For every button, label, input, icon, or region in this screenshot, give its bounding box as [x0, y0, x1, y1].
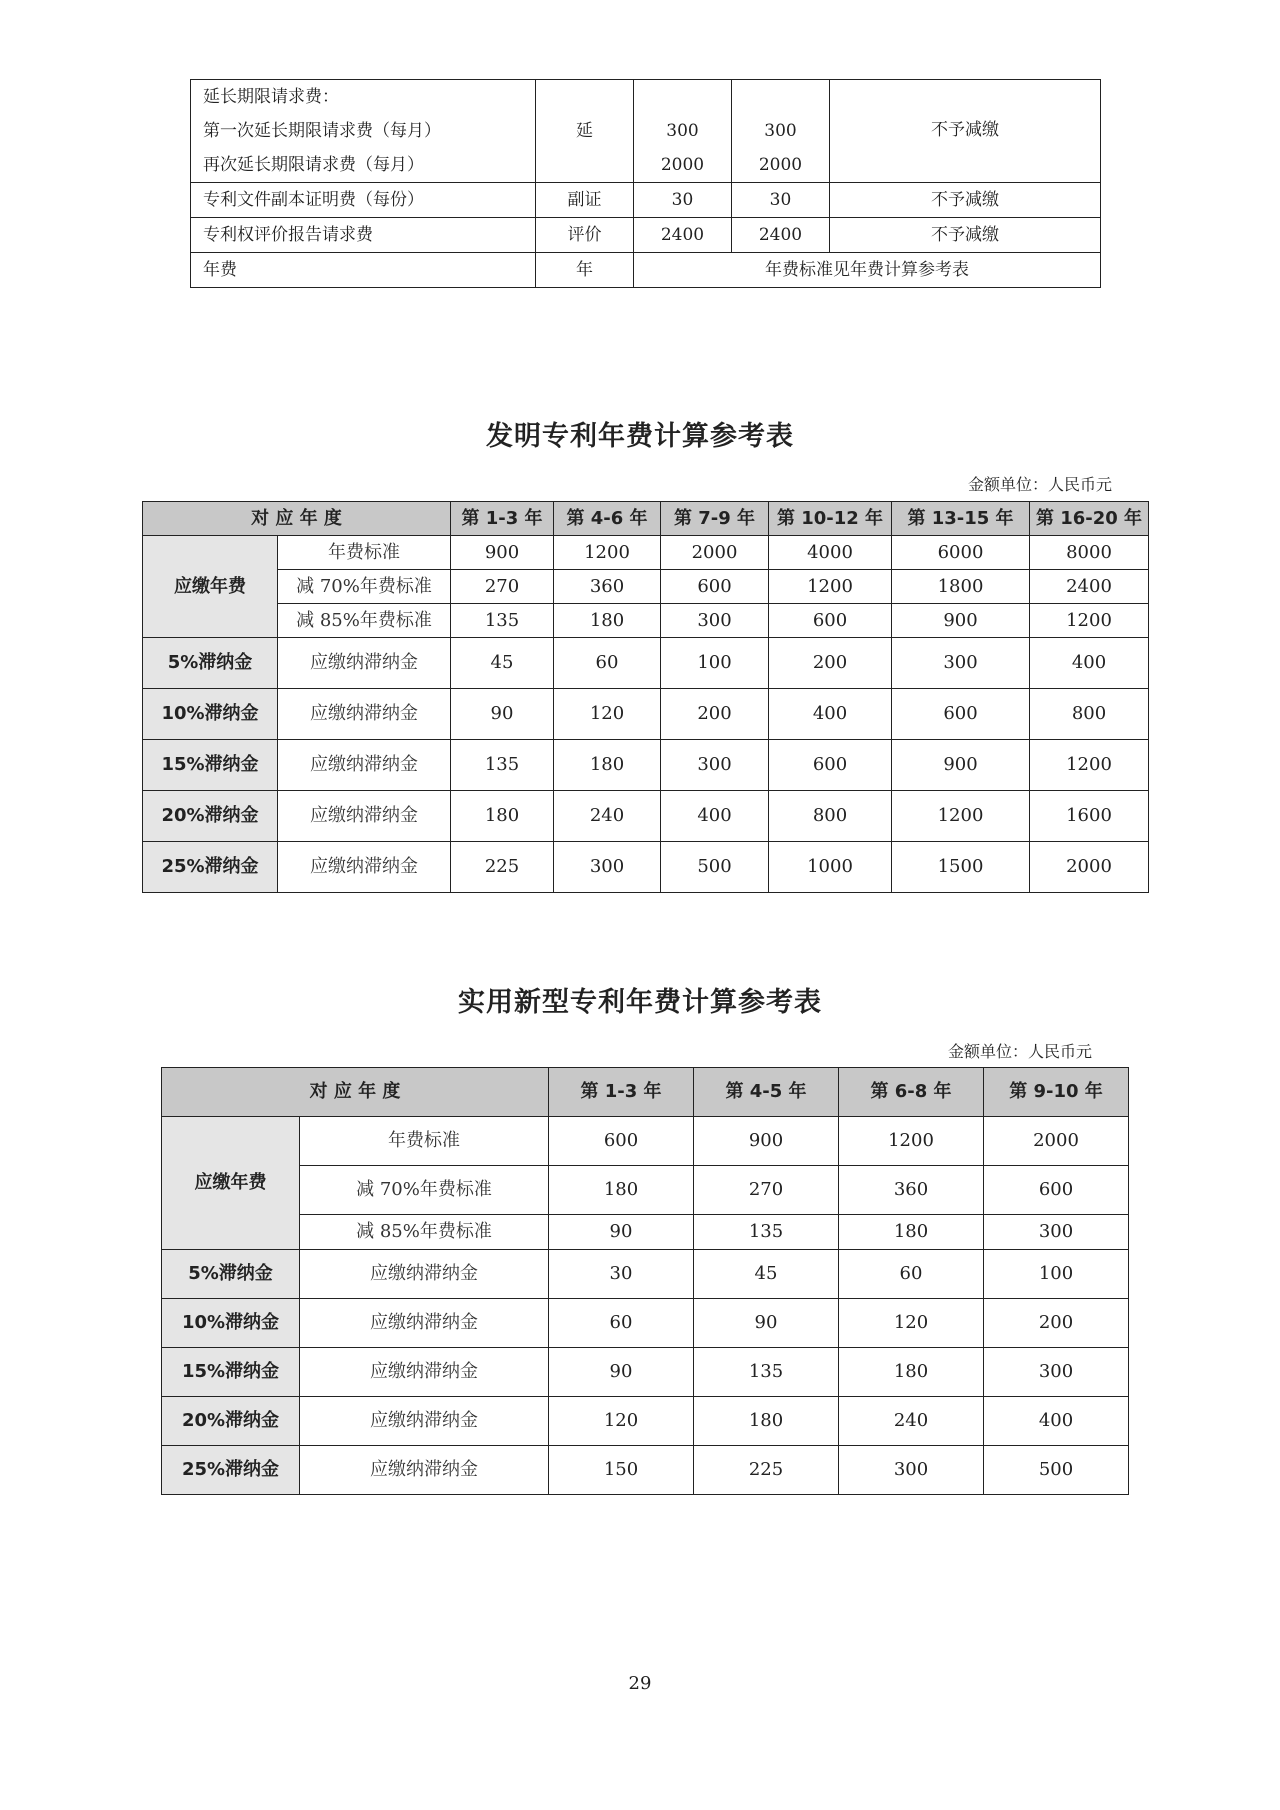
fee-value-cell: 270: [694, 1166, 839, 1215]
utility-fee-table: [161, 1067, 1129, 1495]
late-fee-label: 应缴纳滞纳金: [278, 740, 451, 791]
fee-name-cell: 专利文件副本证明费（每份）: [191, 183, 536, 218]
fee-amount-line: 300: [764, 121, 797, 141]
late-fee-label: 应缴纳滞纳金: [278, 638, 451, 689]
late-fee-value-cell: 300: [839, 1446, 984, 1495]
late-fee-value-cell: 1200: [892, 791, 1030, 842]
fee-code-cell: 评价: [536, 218, 634, 253]
year-column-header: 第 4-5 年: [694, 1068, 839, 1117]
late-fee-value-cell: 240: [839, 1397, 984, 1446]
fee-value-cell: 1200: [1030, 604, 1149, 638]
fee-code-cell: 年: [536, 253, 634, 288]
table-row: [143, 536, 1149, 570]
late-fee-value-cell: 45: [451, 638, 554, 689]
fee-row-label: 减 70%年费标准: [300, 1166, 549, 1215]
fee-value-cell: 900: [451, 536, 554, 570]
late-fee-value-cell: 300: [892, 638, 1030, 689]
fee-name-line: 第一次延长期限请求费（每月）: [203, 121, 441, 141]
fee-value-cell: 600: [661, 570, 769, 604]
late-fee-value-cell: 500: [661, 842, 769, 893]
late-fee-value-cell: 60: [549, 1299, 694, 1348]
table-row: [191, 183, 1101, 218]
fee-value-cell: 600: [549, 1117, 694, 1166]
fee-group-label: 应缴年费: [162, 1117, 300, 1250]
year-column-header: 第 4-6 年: [554, 502, 661, 536]
late-fee-label: 应缴纳滞纳金: [300, 1397, 549, 1446]
fee-value-cell: 180: [839, 1215, 984, 1250]
fee-amount-cell: [634, 80, 732, 183]
fee-value-cell: 1200: [769, 570, 892, 604]
late-fee-value-cell: 600: [769, 740, 892, 791]
table-header-row: [162, 1068, 1129, 1117]
late-fee-value-cell: 90: [549, 1348, 694, 1397]
late-fee-label: 应缴纳滞纳金: [278, 842, 451, 893]
late-fee-category: 25%滞纳金: [143, 842, 278, 893]
fee-row-label: 年费标准: [300, 1117, 549, 1166]
fee-code-cell: 延: [536, 80, 634, 183]
fee-value-cell: 300: [984, 1215, 1129, 1250]
late-fee-value-cell: 500: [984, 1446, 1129, 1495]
year-column-header: 第 7-9 年: [661, 502, 769, 536]
fee-value-cell: 2400: [1030, 570, 1149, 604]
fee-group-label: 应缴年费: [143, 536, 278, 638]
fee-value-cell: 135: [451, 604, 554, 638]
year-column-header: 第 16-20 年: [1030, 502, 1149, 536]
table-row: [143, 570, 1149, 604]
year-column-header: 第 6-8 年: [839, 1068, 984, 1117]
late-fee-value-cell: 400: [769, 689, 892, 740]
table-row: [162, 1117, 1129, 1166]
fee-row-label: 减 70%年费标准: [278, 570, 451, 604]
late-fee-value-cell: 30: [549, 1250, 694, 1299]
late-fee-category: 10%滞纳金: [162, 1299, 300, 1348]
fee-value-cell: 6000: [892, 536, 1030, 570]
late-fee-value-cell: 300: [661, 740, 769, 791]
late-fee-value-cell: 100: [661, 638, 769, 689]
fee-value-cell: 900: [694, 1117, 839, 1166]
late-fee-value-cell: 800: [769, 791, 892, 842]
table-row: [143, 791, 1149, 842]
year-header-label: 对 应 年 度: [143, 502, 451, 536]
late-fee-category: 10%滞纳金: [143, 689, 278, 740]
table-row: [143, 689, 1149, 740]
late-fee-category: 5%滞纳金: [162, 1250, 300, 1299]
late-fee-value-cell: 225: [451, 842, 554, 893]
fee-value-cell: 90: [549, 1215, 694, 1250]
table-row: [191, 253, 1101, 288]
late-fee-value-cell: 300: [554, 842, 661, 893]
fee-name-line: 再次延长期限请求费（每月）: [203, 155, 424, 175]
late-fee-value-cell: 400: [661, 791, 769, 842]
fee-name-cell: 专利权评价报告请求费: [191, 218, 536, 253]
fee-note-cell: 不予减缴: [830, 183, 1101, 218]
late-fee-category: 25%滞纳金: [162, 1446, 300, 1495]
late-fee-value-cell: 900: [892, 740, 1030, 791]
year-column-header: 第 9-10 年: [984, 1068, 1129, 1117]
table-row: [143, 740, 1149, 791]
table-row: [162, 1348, 1129, 1397]
fee-value-cell: 180: [549, 1166, 694, 1215]
table-row: [162, 1166, 1129, 1215]
fee-note-cell: 不予减缴: [830, 80, 1101, 183]
fee-amount-line: [634, 80, 731, 114]
late-fee-value-cell: 90: [451, 689, 554, 740]
fee-name-cell: 年费: [191, 253, 536, 288]
table-row: [162, 1397, 1129, 1446]
fee-value-cell: 4000: [769, 536, 892, 570]
late-fee-category: 15%滞纳金: [143, 740, 278, 791]
late-fee-value-cell: 1200: [1030, 740, 1149, 791]
late-fee-label: 应缴纳滞纳金: [300, 1250, 549, 1299]
fee-items-table: [190, 79, 1101, 288]
late-fee-value-cell: 60: [554, 638, 661, 689]
late-fee-value-cell: 180: [554, 740, 661, 791]
fee-value-cell: 2000: [984, 1117, 1129, 1166]
late-fee-value-cell: 240: [554, 791, 661, 842]
fee-note-cell: 不予减缴: [830, 218, 1101, 253]
fee-amount-cell: 2400: [732, 218, 830, 253]
fee-value-cell: 1200: [839, 1117, 984, 1166]
late-fee-label: 应缴纳滞纳金: [278, 689, 451, 740]
table-row: [162, 1250, 1129, 1299]
year-column-header: 第 1-3 年: [549, 1068, 694, 1117]
fee-row-label: 减 85%年费标准: [300, 1215, 549, 1250]
fee-value-cell: 360: [554, 570, 661, 604]
fee-amount-line: 300: [666, 121, 699, 141]
late-fee-label: 应缴纳滞纳金: [300, 1348, 549, 1397]
year-column-header: 第 13-15 年: [892, 502, 1030, 536]
fee-row-label: 年费标准: [278, 536, 451, 570]
invention-table-title: 发明专利年费计算参考表: [486, 421, 794, 452]
late-fee-category: 20%滞纳金: [143, 791, 278, 842]
late-fee-category: 5%滞纳金: [143, 638, 278, 689]
fee-amount-line: 2000: [758, 155, 803, 175]
fee-code-cell: 副证: [536, 183, 634, 218]
fee-value-cell: 270: [451, 570, 554, 604]
fee-row-label: 减 85%年费标准: [278, 604, 451, 638]
late-fee-value-cell: 225: [694, 1446, 839, 1495]
late-fee-value-cell: 150: [549, 1446, 694, 1495]
late-fee-value-cell: 135: [451, 740, 554, 791]
table-row: [143, 842, 1149, 893]
year-column-header: 第 1-3 年: [451, 502, 554, 536]
late-fee-value-cell: 1500: [892, 842, 1030, 893]
year-header-label: 对 应 年 度: [162, 1068, 549, 1117]
late-fee-label: 应缴纳滞纳金: [300, 1299, 549, 1348]
late-fee-value-cell: 1000: [769, 842, 892, 893]
fee-value-cell: 2000: [661, 536, 769, 570]
late-fee-value-cell: 90: [694, 1299, 839, 1348]
fee-amount-cell: 30: [634, 183, 732, 218]
page-number: 29: [628, 1673, 652, 1694]
late-fee-value-cell: 45: [694, 1250, 839, 1299]
late-fee-value-cell: 300: [984, 1348, 1129, 1397]
fee-amount-cell: 2400: [634, 218, 732, 253]
late-fee-category: 15%滞纳金: [162, 1348, 300, 1397]
fee-value-cell: 8000: [1030, 536, 1149, 570]
late-fee-value-cell: 60: [839, 1250, 984, 1299]
invention-unit-label: 金额单位：人民币元: [967, 475, 1112, 494]
table-row: [143, 604, 1149, 638]
utility-table-title: 实用新型专利年费计算参考表: [458, 987, 822, 1018]
fee-value-cell: 180: [554, 604, 661, 638]
fee-value-cell: 900: [892, 604, 1030, 638]
year-column-header: 第 10-12 年: [769, 502, 892, 536]
late-fee-value-cell: 1600: [1030, 791, 1149, 842]
late-fee-value-cell: 180: [694, 1397, 839, 1446]
fee-amount-cell: [732, 80, 830, 183]
late-fee-value-cell: 135: [694, 1348, 839, 1397]
fee-merged-note-cell: 年费标准见年费计算参考表: [634, 253, 1101, 288]
fee-value-cell: 300: [661, 604, 769, 638]
late-fee-value-cell: 200: [984, 1299, 1129, 1348]
fee-amount-line: 2000: [660, 155, 705, 175]
late-fee-value-cell: 200: [661, 689, 769, 740]
late-fee-category: 20%滞纳金: [162, 1397, 300, 1446]
fee-amount-cell: 30: [732, 183, 830, 218]
late-fee-value-cell: 400: [984, 1397, 1129, 1446]
late-fee-value-cell: 120: [839, 1299, 984, 1348]
extension-fee-name-cell: [191, 80, 536, 183]
utility-unit-label: 金额单位：人民币元: [947, 1042, 1092, 1061]
late-fee-value-cell: 200: [769, 638, 892, 689]
invention-fee-table: [142, 501, 1149, 893]
late-fee-value-cell: 100: [984, 1250, 1129, 1299]
fee-value-cell: 135: [694, 1215, 839, 1250]
late-fee-value-cell: 180: [451, 791, 554, 842]
late-fee-label: 应缴纳滞纳金: [278, 791, 451, 842]
table-row: [191, 218, 1101, 253]
late-fee-value-cell: 600: [892, 689, 1030, 740]
fee-amount-line: [732, 80, 829, 114]
late-fee-label: 应缴纳滞纳金: [300, 1446, 549, 1495]
table-row: [162, 1299, 1129, 1348]
late-fee-value-cell: 800: [1030, 689, 1149, 740]
fee-value-cell: 600: [984, 1166, 1129, 1215]
table-row: [143, 638, 1149, 689]
fee-value-cell: 1800: [892, 570, 1030, 604]
table-row: [191, 80, 1101, 183]
late-fee-value-cell: 2000: [1030, 842, 1149, 893]
late-fee-value-cell: 400: [1030, 638, 1149, 689]
fee-value-cell: 360: [839, 1166, 984, 1215]
fee-value-cell: 1200: [554, 536, 661, 570]
table-header-row: [143, 502, 1149, 536]
late-fee-value-cell: 180: [839, 1348, 984, 1397]
late-fee-value-cell: 120: [554, 689, 661, 740]
table-row: [162, 1215, 1129, 1250]
late-fee-value-cell: 120: [549, 1397, 694, 1446]
table-row: [162, 1446, 1129, 1495]
fee-name-line: 延长期限请求费：: [203, 87, 339, 107]
fee-value-cell: 600: [769, 604, 892, 638]
